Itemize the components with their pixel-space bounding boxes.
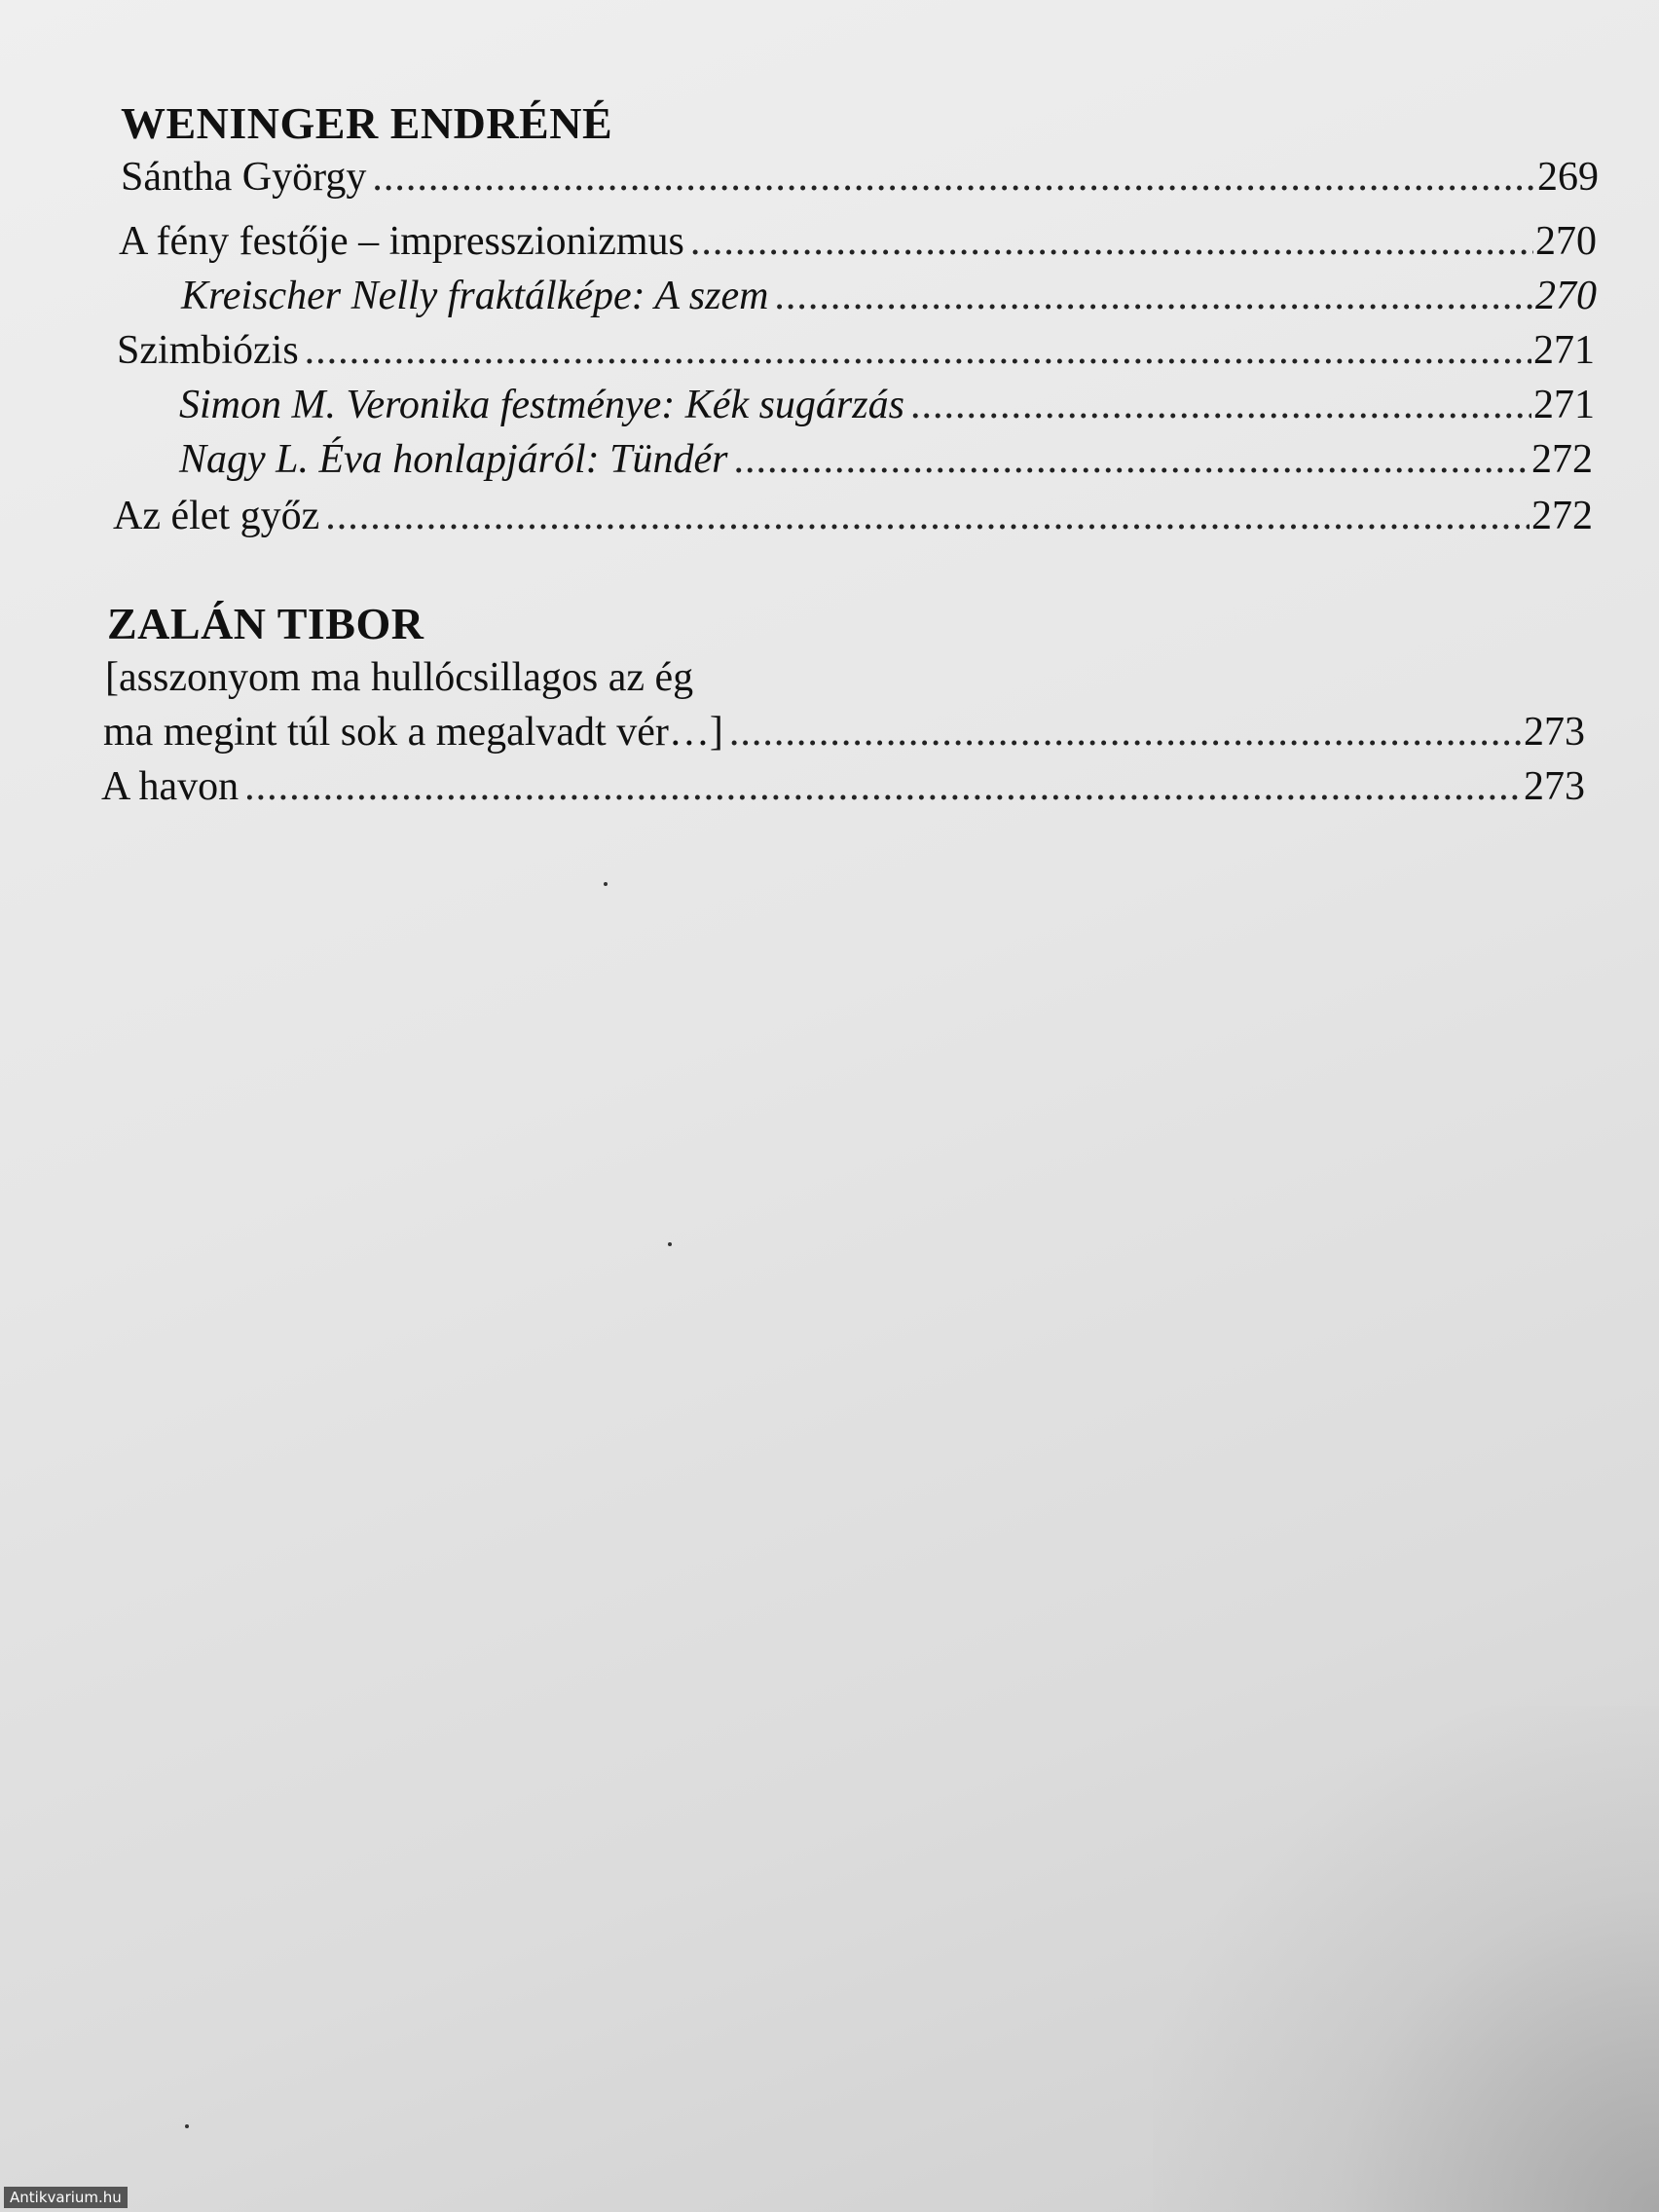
entry-title: Nagy L. Éva honlapjáról: Tündér	[179, 437, 728, 482]
entry-page: 273	[1524, 710, 1585, 755]
toc-entry	[113, 493, 1593, 545]
watermark-label: Antikvarium.hu	[4, 2187, 128, 2208]
entry-title: Szimbiózis	[117, 328, 299, 373]
entry-title: Kreischer Nelly fraktálképe: A szem	[181, 274, 769, 318]
toc-entry	[119, 218, 1597, 271]
paper-speck	[604, 882, 608, 886]
dot-leader	[244, 763, 1522, 810]
entry-page: 271	[1533, 328, 1595, 373]
dot-leader	[690, 218, 1533, 265]
author-heading: ZALÁN TIBOR	[107, 599, 424, 648]
entry-page: 273	[1524, 764, 1585, 809]
dot-leader	[372, 154, 1535, 201]
entry-page: 269	[1537, 155, 1599, 200]
entry-title: A havon	[101, 764, 240, 809]
toc-entry	[179, 382, 1595, 434]
page-shadow	[1153, 1706, 1659, 2212]
paper-speck	[185, 2124, 189, 2128]
dot-leader	[910, 382, 1531, 428]
toc-entry	[103, 709, 1585, 761]
entry-page: 272	[1531, 494, 1593, 538]
author-heading: WENINGER ENDRÉNÉ	[121, 98, 613, 148]
toc-entry	[181, 273, 1597, 325]
toc-entry	[179, 436, 1593, 489]
entry-title: Simon M. Veronika festménye: Kék sugárzás	[179, 383, 904, 427]
dot-leader	[734, 436, 1530, 483]
toc-entry	[117, 327, 1595, 380]
entry-page: 271	[1533, 383, 1595, 427]
entry-title: A fény festője – impresszionizmus	[119, 219, 684, 264]
dot-leader	[729, 709, 1522, 756]
entry-title-first-line: [asszonyom ma hullócsillagos az ég	[105, 655, 694, 700]
dot-leader	[305, 327, 1531, 374]
toc-entry	[101, 763, 1585, 816]
paper-speck	[668, 1242, 672, 1246]
entry-title: Az élet győz	[113, 494, 320, 538]
toc-entry	[121, 154, 1599, 206]
entry-page: 272	[1531, 437, 1593, 482]
dot-leader	[774, 273, 1533, 319]
entry-title: ma megint túl sok a megalvadt vér…]	[103, 710, 723, 755]
entry-title: Sántha György	[121, 155, 367, 200]
entry-page: 270	[1535, 219, 1597, 264]
dot-leader	[325, 493, 1530, 539]
entry-page: 270	[1535, 274, 1597, 318]
